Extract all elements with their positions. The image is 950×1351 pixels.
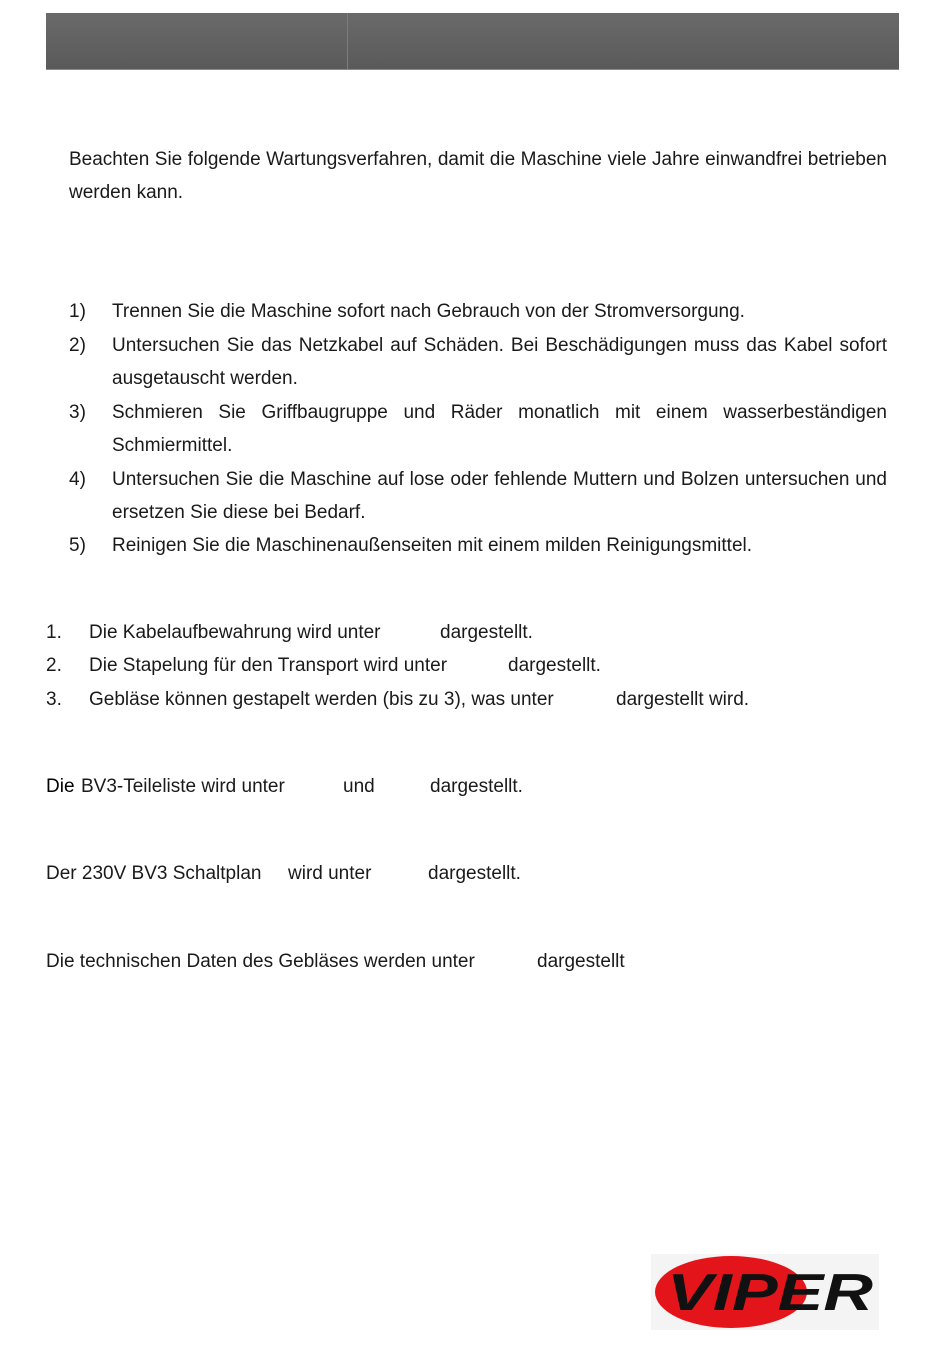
wiring-text: dargestellt. bbox=[428, 863, 521, 884]
parts-list-text: BV3-Teileliste wird unter bbox=[81, 776, 285, 797]
maintenance-item-text: Untersuchen Sie das Netzkabel auf Schäden. Bei Beschädigungen muss das Kabel sofort ausgetauscht werden. bbox=[112, 335, 887, 389]
wiring-text: Der 230V BV3 Schaltplan bbox=[46, 863, 262, 884]
storage-item-number: 1. bbox=[46, 622, 62, 643]
storage-item-text: Die Stapelung für den Transport wird unter bbox=[89, 655, 448, 676]
header-cell-left bbox=[46, 13, 348, 69]
maintenance-item-number: 5) bbox=[69, 535, 86, 556]
wiring-text: wird unter bbox=[288, 863, 372, 884]
parts-list-text: dargestellt. bbox=[430, 776, 523, 797]
parts-list-text: Die bbox=[46, 776, 75, 797]
storage-item-text: Gebläse können gestapelt werden (bis zu 3), was unter bbox=[89, 689, 554, 710]
specs-text: Die technischen Daten des Gebläses werden unter bbox=[46, 951, 475, 972]
maintenance-item-text: Trennen Sie die Maschine sofort nach Gebrauch von der Stromversorgung. bbox=[112, 301, 745, 322]
maintenance-item-number: 1) bbox=[69, 301, 86, 322]
header-cell-right bbox=[348, 13, 899, 69]
maintenance-item-number: 4) bbox=[69, 469, 86, 490]
storage-item-number: 3. bbox=[46, 689, 62, 710]
intro-paragraph: Beachten Sie folgende Wartungsverfahren, damit die Maschine viele Jahre einwandfrei betrieben werden kann. bbox=[69, 149, 887, 203]
viper-logo bbox=[651, 1254, 879, 1330]
parts-list-text: und bbox=[343, 776, 375, 797]
storage-item-suffix: dargestellt. bbox=[440, 622, 533, 643]
storage-item-text: Die Kabelaufbewahrung wird unter bbox=[89, 622, 381, 643]
maintenance-item-text: Schmieren Sie Griffbaugruppe und Räder monatlich mit einem wasserbeständigen Schmiermittel. bbox=[112, 402, 887, 456]
specs-text: dargestellt bbox=[537, 951, 625, 972]
logo-wordmark: VIPER bbox=[667, 1264, 874, 1322]
maintenance-item-text: Reinigen Sie die Maschinenaußenseiten mit einem milden Reinigungsmittel. bbox=[112, 535, 753, 556]
maintenance-item-text: Untersuchen Sie die Maschine auf lose oder fehlende Muttern und Bolzen untersuchen und ersetzen Sie diese bei Bedarf. bbox=[112, 469, 887, 523]
maintenance-item-number: 3) bbox=[69, 402, 86, 423]
header-bar bbox=[46, 13, 899, 70]
storage-item-number: 2. bbox=[46, 655, 62, 676]
storage-item-suffix: dargestellt. bbox=[508, 655, 601, 676]
storage-item-suffix: dargestellt wird. bbox=[616, 689, 750, 710]
maintenance-item-number: 2) bbox=[69, 335, 86, 356]
